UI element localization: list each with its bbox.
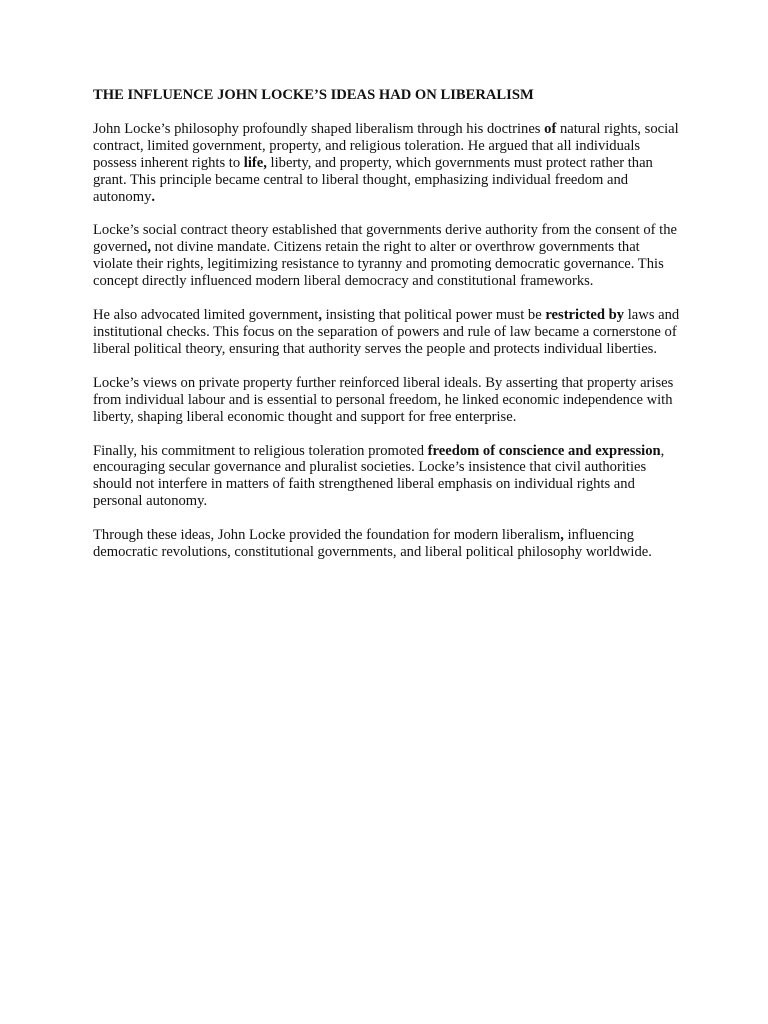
- bold-text-run: life,: [243, 154, 267, 171]
- text-run: He also advocated limited government: [93, 307, 319, 324]
- body-paragraph: [93, 375, 683, 426]
- text-run: insisting that political power must be: [321, 307, 546, 324]
- body-paragraph: [93, 307, 683, 358]
- bold-text-run: freedom of conscience and expression: [427, 442, 661, 459]
- text-run: influencing democratic revolutions, constitutional governments, and liberal political philosophy worldwide.: [93, 527, 652, 561]
- text-run: not divine mandate. Citizens retain the right to alter or overthrow governments that violate their rights, legitimizing resistance to tyranny and promoting democratic governance. This concept directly influenced modern liberal democracy and constitutional frameworks.: [93, 239, 664, 290]
- text-run: Locke’s social contract theory established that governments derive authority from the consent of the governed: [93, 222, 677, 256]
- text-run: Finally, his commitment to religious toleration promoted: [93, 442, 428, 459]
- text-run: Locke’s views on private property further reinforced liberal ideals. By asserting that property arises from individual labour and is essential to personal freedom, he linked economic independence with liberty, shaping liberal economic thought and support for free enterprise.: [93, 374, 674, 425]
- bold-text-run: of: [544, 120, 557, 137]
- text-run: , encouraging secular governance and pluralist societies. Locke’s insistence that civil authorities should not interfere in matters of faith strengthened liberal emphasis on individual rights and personal autonomy.: [93, 442, 665, 510]
- text-run: natural rights, social contract, limited government, property, and religious toleration. He argued that all individuals possess inherent rights to: [93, 120, 679, 171]
- bold-text-run: ,: [560, 527, 564, 544]
- bold-text-run: restricted by: [545, 307, 625, 324]
- body-paragraph: [93, 443, 683, 511]
- body-paragraph: [93, 121, 683, 206]
- text-run: John Locke’s philosophy profoundly shaped liberalism through his doctrines: [93, 120, 545, 137]
- paragraph-list: [93, 121, 683, 561]
- bold-text-run: .: [151, 188, 156, 205]
- body-paragraph: [93, 527, 683, 561]
- body-paragraph: [93, 222, 683, 290]
- bold-text-run: ,: [318, 307, 322, 324]
- text-run: laws and institutional checks. This focus on the separation of powers and rule of law became a cornerstone of liberal political theory, ensuring that authority serves the people and protects individual liberties.: [93, 307, 680, 357]
- document-body: [93, 87, 683, 578]
- text-run: Through these ideas, John Locke provided the foundation for modern liberalism: [93, 527, 561, 544]
- text-run: liberty, and property, which governments must protect rather than grant. This principle became central to liberal thought, emphasizing individual freedom and autonomy: [93, 154, 653, 205]
- bold-text-run: ,: [147, 239, 151, 256]
- document-title: THE INFLUENCE JOHN LOCKE’S IDEAS HAD ON LIBERALISM: [93, 87, 534, 103]
